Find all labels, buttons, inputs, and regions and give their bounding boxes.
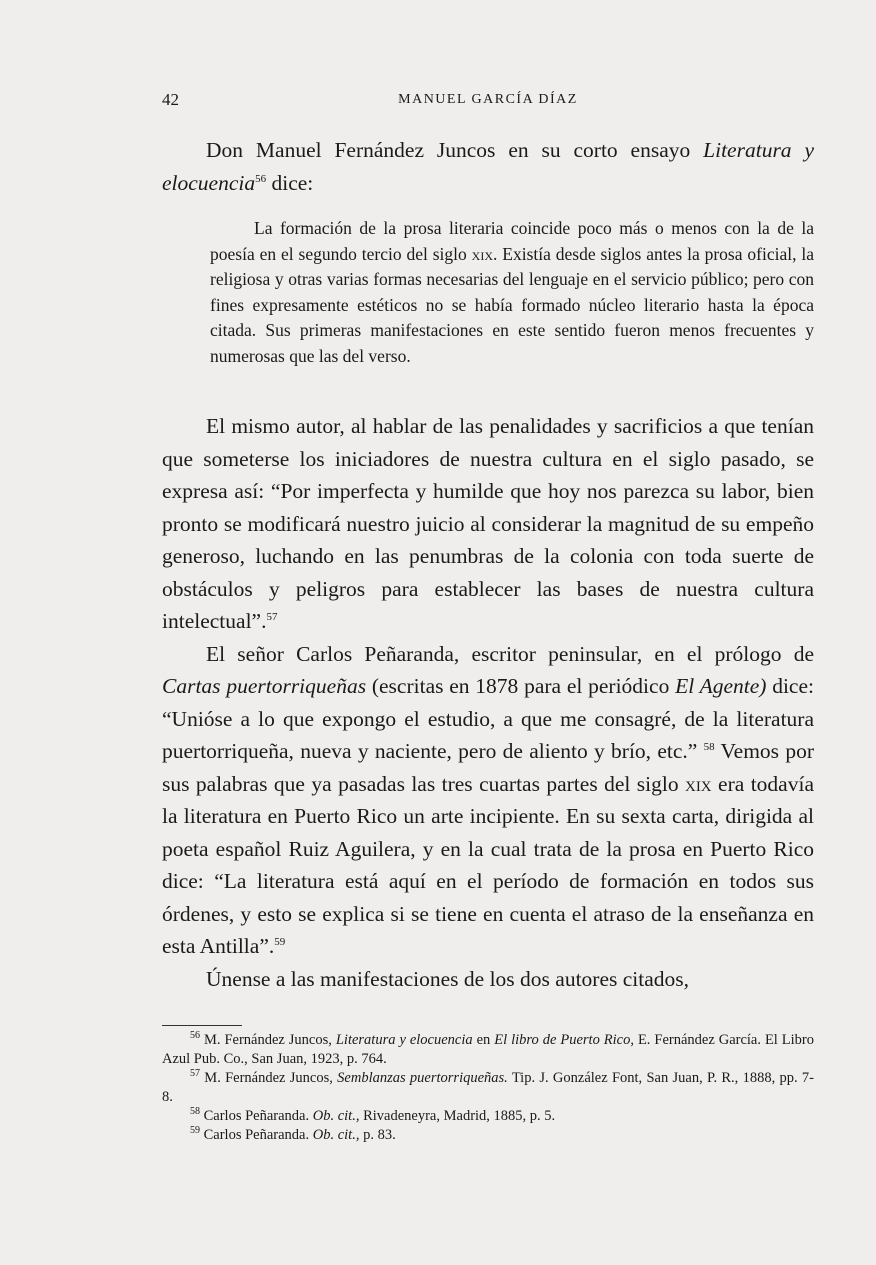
block-quote — [210, 216, 814, 369]
footnotes — [162, 1031, 814, 1145]
paragraph-4 — [162, 963, 814, 996]
page-header — [162, 90, 814, 114]
paragraph-3-century: xix — [684, 771, 712, 796]
paragraph-3-text-c: dice: “Unióse a lo que expongo el estudio, a que me consagré, de la literatura puertorriqueña, nueva y naciente, pero de aliento y brío, etc.” — [162, 674, 814, 763]
footnote-ref-56: 56 — [255, 172, 267, 185]
footnote-58 — [162, 1107, 814, 1126]
footnote-number: 56 — [190, 1030, 200, 1042]
paragraph-4-text: Únense a las manifestaciones de los dos autores citados, — [206, 966, 690, 991]
footnote-title: El libro de Puerto Rico — [494, 1032, 631, 1048]
paragraph-1 — [162, 134, 814, 199]
footnote-ref-59: 59 — [274, 935, 286, 948]
footnote-text: M. Fernández Juncos, — [203, 1032, 336, 1048]
footnote-text: , E. Fernández García. El Libro Azul Pub. Co., San Juan, 1923, p. 764. — [162, 1032, 815, 1067]
footnote-text: en — [472, 1032, 495, 1048]
footnote-text: Carlos Peñaranda. — [203, 1127, 313, 1143]
footnote-number: 58 — [190, 1106, 200, 1118]
main-text — [162, 410, 814, 995]
page-number: 42 — [162, 90, 179, 109]
footnote-56 — [162, 1031, 814, 1069]
paragraph-1-text-a: Don Manuel Fernández Juncos en su corto ensayo — [206, 138, 704, 162]
paragraph-1-title: Literatura y elocuencia — [162, 138, 814, 195]
paragraph-3-text-b: (escritas en 1878 para el periódico — [366, 674, 676, 698]
footnote-ref-58: 58 — [703, 740, 715, 753]
footnote-divider — [162, 1025, 242, 1026]
quote-text-a: La formación de la prosa literaria coincide poco más o menos con la de la poesía en el segundo tercio del siglo — [210, 218, 814, 264]
paragraph-2 — [162, 410, 814, 638]
footnote-title: Semblanzas puertorriqueñas. — [337, 1070, 508, 1086]
footnote-text: Tip. J. González Font, San Juan, P. R., 1888, pp. 7-8. — [162, 1070, 814, 1105]
footnote-text: M. Fernández Juncos, — [204, 1070, 338, 1086]
footnote-number: 57 — [190, 1068, 200, 1080]
paragraph-3-text-a: El señor Carlos Peñaranda, escritor peninsular, en el prólogo de — [206, 641, 814, 666]
footnote-59 — [162, 1126, 814, 1145]
footnote-ref-57: 57 — [266, 610, 278, 623]
paragraph-3 — [162, 638, 814, 963]
footnote-title: Ob. cit., — [312, 1108, 360, 1124]
quote-century: xix — [471, 243, 493, 264]
footnote-title: Ob. cit., — [312, 1127, 360, 1143]
paragraph-3-text-d: Vemos por sus palabras que ya pasadas las tres cuartas partes del siglo — [162, 739, 814, 796]
running-title: MANUEL GARCÍA DÍAZ — [398, 92, 578, 107]
paragraph-3-text-e: era todavía la literatura en Puerto Rico un arte incipiente. En su sexta carta, dirigida al poeta español Ruiz Aguilera, y en la cual trata de la prosa en Puerto Rico dice: “La literatura está aquí en el período de formación en todos sus órdenes, y esto se explica si se tiene en cuenta el atraso de la enseñanza en esta Antilla”. — [162, 771, 814, 958]
paragraph-2-text: El mismo autor, al hablar de las penalidades y sacrificios a que tenían que someterse los iniciadores de nuestra cultura en el siglo pasado, se expresa así: “Por imperfecta y humilde que hoy nos parezca su labor, bien pronto se modificará nuestro juicio al considerar la magnitud de su empeño generoso, luchando en las penumbras de la colonia con toda suerte de obstáculos y peligros para establecer las bases de nuestra cultura intelectual”. — [162, 414, 814, 633]
footnote-57 — [162, 1069, 814, 1107]
footnote-text: Rivadeneyra, Madrid, 1885, p. 5. — [359, 1108, 556, 1124]
footnote-text: p. 83. — [359, 1127, 396, 1143]
footnote-title: Literatura y elocuencia — [335, 1032, 473, 1048]
quote-text-b: . Existía desde siglos antes la prosa oficial, la religiosa y otras varias formas necesarias del lenguaje en el servicio público; pero con fines expresamente estéticos no se había formado núcleo literario hasta la época citada. Sus primeras manifestaciones en este sentido fueron menos frecuentes y numerosas que las del verso. — [210, 243, 814, 366]
footnote-text: Carlos Peñaranda. — [203, 1108, 313, 1124]
paragraph-3-italic-2: El Agente) — [675, 674, 767, 698]
paragraph-3-italic-1: Cartas puertorriqueñas — [162, 674, 367, 698]
paragraph-1-text-b: dice: — [266, 170, 314, 195]
footnote-number: 59 — [190, 1125, 200, 1137]
